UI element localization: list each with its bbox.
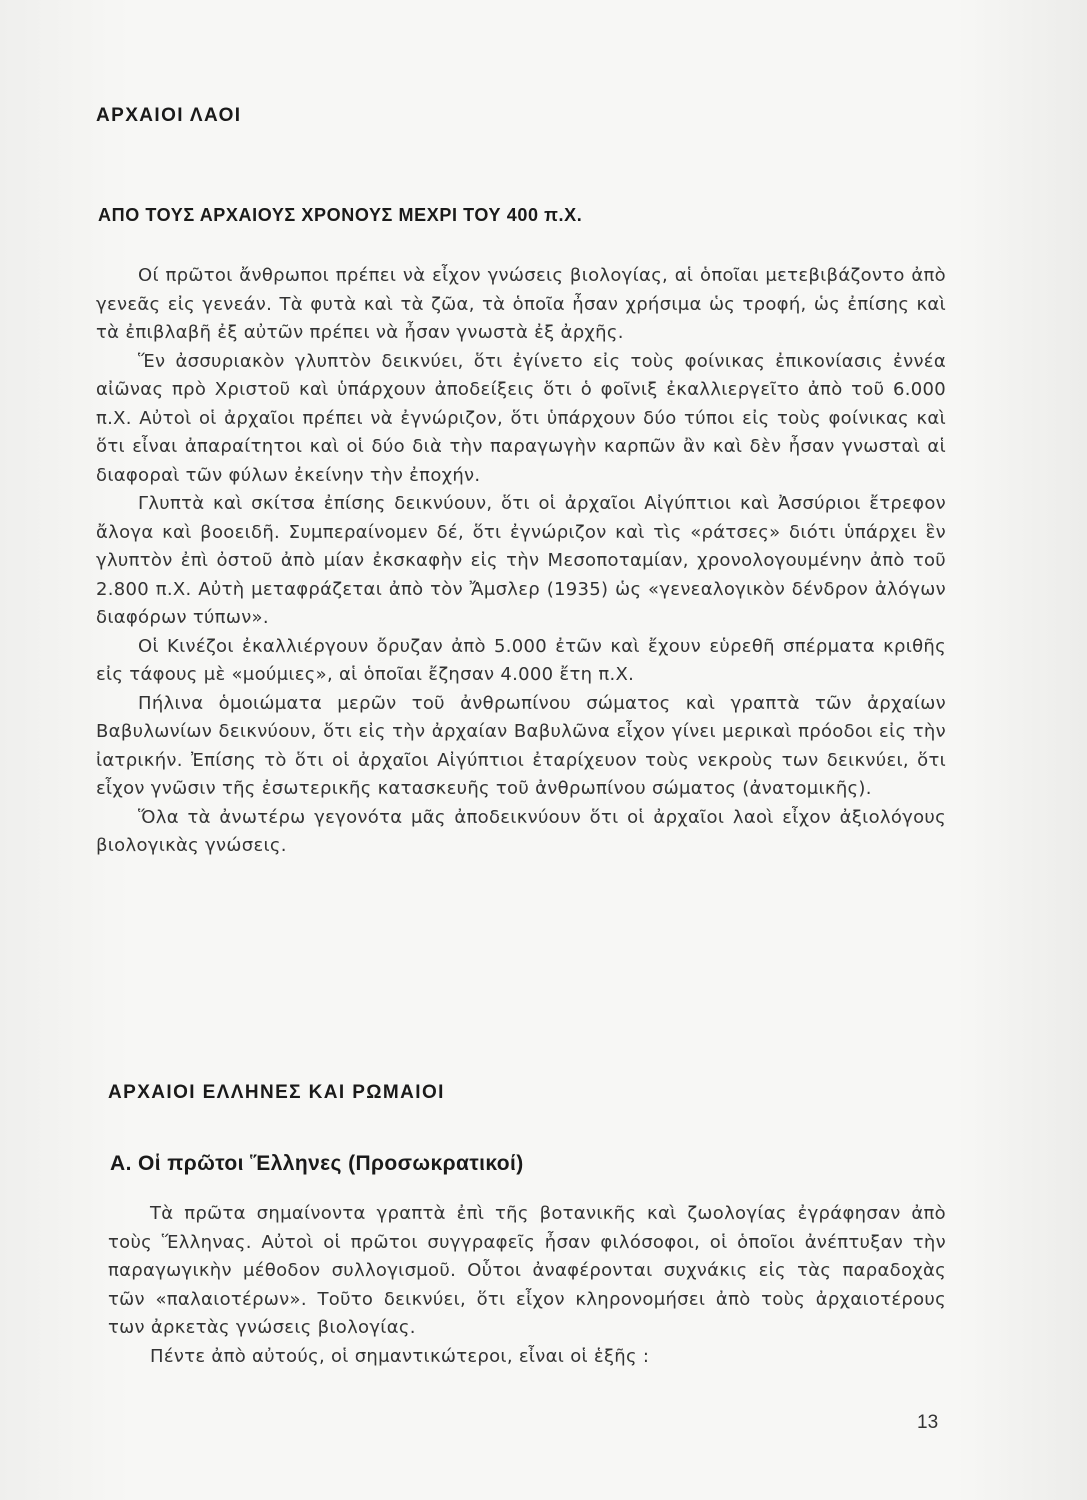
paragraph: Πέντε ἀπὸ αὐτούς, οἱ σημαντικώτεροι, εἶναι οἱ ἑξῆς : — [150, 1345, 650, 1367]
paragraph: Ὅλα τὰ ἀνωτέρω γεγονότα μᾶς ἀποδεικνύουν ὅτι οἱ ἀρχαῖοι λαοὶ εἶχον ἀξιολόγους βιολογικὰς γνώσεις. — [96, 806, 946, 856]
paragraph: Γλυπτὰ καὶ σκίτσα ἐπίσης δεικνύουν, ὅτι οἱ ἀρχαῖοι Αἰγύπτιοι καὶ Ἀσσύριοι ἔτρεφον ἄλογα καὶ βοοειδῆ. Συμπεραίνομεν δέ, ὅτι ἐγνώριζον καὶ τὶς «ράτσες» διότι ὑπάρχει ἓν γλυπτὸν ἐπὶ ὀστοῦ ἀπὸ μίαν ἐκσκαφὴν εἰς τὴν Μεσοποταμίαν, χρονολογουμένην ἀπὸ τοῦ 2.800 π.Χ. Αὐτὴ μεταφράζεται ἀπὸ τὸν Ἄμσλερ (1935) ὡς «γενεαλογικὸν δένδρον ἀλόγων διαφόρων τύπων». — [96, 493, 946, 628]
section-subtitle: ΑΠΟ ΤΟΥΣ ΑΡΧΑΙΟΥΣ ΧΡΟΝΟΥΣ ΜΕΧΡΙ ΤΟΥ 400 π.Χ. — [98, 205, 583, 225]
section-title: ΑΡΧΑΙΟΙ ΛΑΟΙ — [96, 105, 242, 126]
paragraph: Τὰ πρῶτα σημαίνοντα γραπτὰ ἐπὶ τῆς βοτανικῆς καὶ ζωολογίας ἐγράφησαν ἀπὸ τοὺς Ἕλληνας. Αὐτοὶ οἱ πρῶτοι συγγραφεῖς ἦσαν φιλόσοφοι, οἱ ὁποῖοι ἀνέπτυξαν τὴν παραγωγικὴν μέθοδον συλλογισμοῦ. Οὗτοι ἀναφέρονται συχνάκις εἰς τὰς παραδοχὰς τῶν «παλαιοτέρων». Τοῦτο δεικνύει, ὅτι εἶχον κληρονομήσει ἀπὸ τοὺς ἀρχαιοτέρους των ἀρκετὰς γνώσεις βιολογίας. — [108, 1203, 946, 1338]
section-body — [108, 1200, 946, 1371]
paragraph: Ἕν ἀσσυριακὸν γλυπτὸν δεικνύει, ὅτι ἐγίνετο εἰς τοὺς φοίνικας ἐπικονίασις ἐννέα αἰῶνας πρὸ Χριστοῦ καὶ ὑπάρχουν ἀποδείξεις ὅτι ὁ φοῖνιξ ἐκαλλιεργεῖτο ἀπὸ τοῦ 6.000 π.Χ. Αὐτοὶ οἱ ἀρχαῖοι πρέπει νὰ ἐγνώριζον, ὅτι ὑπάρχουν δύο τύποι εἰς τοὺς φοίνικας καὶ ὅτι εἶναι ἀπαραίτητοι καὶ οἱ δύο διὰ τὴν παραγωγὴν καρπῶν ἂν καὶ δὲν ἦσαν γνωσταὶ αἱ διαφοραὶ τῶν φύλων ἐκείνην τὴν ἐποχήν. — [96, 350, 946, 486]
paragraph: Οί πρῶτοι ἄνθρωποι πρέπει νὰ εἶχον γνώσεις βιολογίας, αἱ ὁποῖαι μετεβιβάζοντο ἀπὸ γενεᾶς εἰς γενεάν. Τὰ φυτὰ καὶ τὰ ζῶα, τὰ ὁποῖα ἦσαν χρήσιμα ὡς τροφή, ὡς ἐπίσης καὶ τὰ ἐπιβλαβῆ ἐξ αὐτῶν πρέπει νὰ ἦσαν γνωστὰ ἐξ ἀρχῆς. — [96, 265, 946, 343]
paragraph: Οἱ Κινέζοι ἐκαλλιέργουν ὄρυζαν ἀπὸ 5.000 ἐτῶν καὶ ἔχουν εὑρεθῆ σπέρματα κριθῆς εἰς τάφους μὲ «μούμιες», αἱ ὁποῖαι ἔζησαν 4.000 ἔτη π.Χ. — [96, 635, 946, 685]
section-body — [96, 262, 946, 861]
section-title: ΑΡΧΑΙΟΙ ΕΛΛΗΝΕΣ ΚΑΙ ΡΩΜΑΙΟΙ — [108, 1082, 445, 1103]
page-number: 13 — [917, 1412, 939, 1433]
section-subtitle: Α. Οἱ πρῶτοι Ἕλληνες (Προσωκρατικοί) — [110, 1152, 524, 1175]
paragraph: Πήλινα ὁμοιώματα μερῶν τοῦ ἀνθρωπίνου σώματος καὶ γραπτὰ τῶν ἀρχαίων Βαβυλωνίων δεικνύουν, ὅτι εἰς τὴν ἀρχαίαν Βαβυλῶνα εἶχον γίνει μερικαὶ πρόοδοι εἰς τὴν ἰατρικήν. Ἐπίσης τὸ ὅτι οἱ ἀρχαῖοι Αἰγύπτιοι ἐταρίχευον τοὺς νεκροὺς των δεικνύει, ὅτι εἶχον γνῶσιν τῆς ἐσωτερικῆς κατασκευῆς τοῦ ἀνθρωπίνου σώματος (ἀνατομικῆς). — [96, 692, 946, 799]
